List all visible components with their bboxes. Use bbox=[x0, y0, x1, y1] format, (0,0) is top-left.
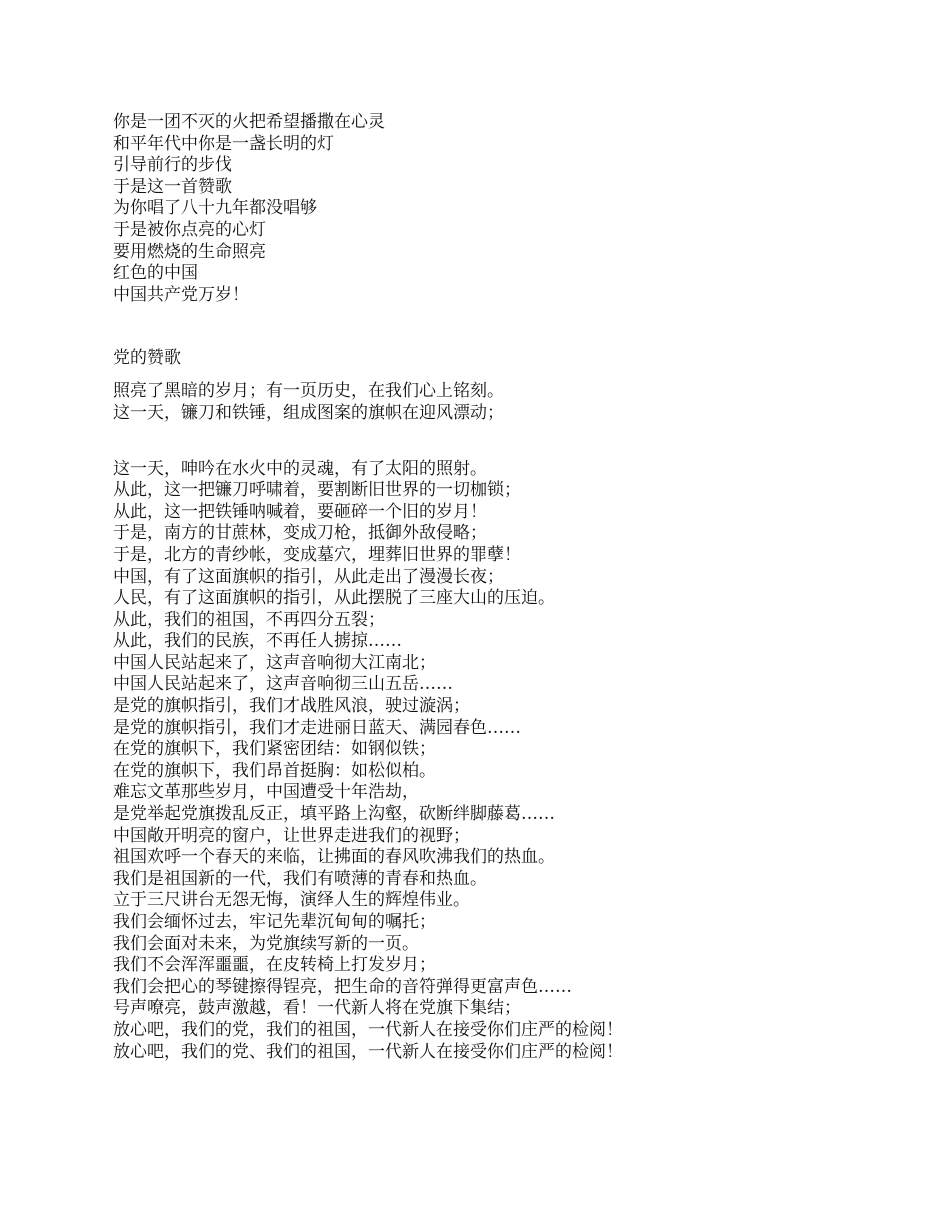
poem-line: 引导前行的步伐 bbox=[113, 155, 232, 176]
body-line: 我们会面对未来，为党旗续写新的一页。 bbox=[113, 933, 419, 954]
poem-line: 红色的中国 bbox=[113, 263, 198, 284]
poem-block bbox=[113, 112, 913, 306]
body-block bbox=[113, 459, 913, 1064]
poem-line: 为你唱了八十九年都没唱够 bbox=[113, 198, 317, 219]
document-page bbox=[113, 112, 913, 1063]
body-line: 立于三尺讲台无怨无悔，演绎人生的辉煌伟业。 bbox=[113, 890, 470, 911]
body-line: 从此，这一把镰刀呼啸着，要割断旧世界的一切枷锁； bbox=[113, 480, 521, 501]
poem-line: 中国共产党万岁！ bbox=[113, 284, 249, 305]
body-line: 放心吧，我们的党，我们的祖国，一代新人在接受你们庄严的检阅！ bbox=[113, 1019, 623, 1040]
section-title: 党的赞歌 bbox=[113, 348, 181, 369]
body-line: 祖国欢呼一个春天的来临，让拂面的春风吹沸我们的热血。 bbox=[113, 847, 555, 868]
poem-line: 你是一团不灭的火把希望播撒在心灵 bbox=[113, 112, 385, 132]
body-line: 我们不会浑浑噩噩，在皮转椅上打发岁月； bbox=[113, 955, 436, 976]
body-line: 我们会把心的琴键擦得锃亮，把生命的音符弹得更富声色…… bbox=[113, 976, 572, 997]
poem-line: 要用燃烧的生命照亮 bbox=[113, 241, 266, 262]
intro-line: 这一天，镰刀和铁锤，组成图案的旗帜在迎风漂动； bbox=[113, 402, 504, 423]
body-line: 中国，有了这面旗帜的指引，从此走出了漫漫长夜； bbox=[113, 566, 504, 587]
intro-block bbox=[113, 381, 913, 424]
poem-line: 于是这一首赞歌 bbox=[113, 176, 232, 197]
body-line: 从此，我们的民族，不再任人掳掠…… bbox=[113, 631, 402, 652]
body-line: 中国敞开明亮的窗户，让世界走进我们的视野； bbox=[113, 825, 470, 846]
poem-line: 和平年代中你是一盏长明的灯 bbox=[113, 133, 334, 154]
body-line: 在党的旗帜下，我们昂首挺胸：如松似柏。 bbox=[113, 760, 436, 781]
body-line: 于是，南方的甘蔗林，变成刀枪，抵御外敌侵略； bbox=[113, 523, 487, 544]
intro-line: 照亮了黑暗的岁月；有一页历史，在我们心上铭刻。 bbox=[113, 381, 504, 402]
body-line: 从此，这一把铁锤呐喊着，要砸碎一个旧的岁月！ bbox=[113, 501, 487, 522]
body-line: 是党举起党旗拨乱反正，填平路上沟壑，砍断绊脚藤葛…… bbox=[113, 804, 555, 825]
body-line: 是党的旗帜指引，我们才战胜风浪，驶过漩涡； bbox=[113, 696, 470, 717]
body-line: 号声嘹亮，鼓声激越，看！一代新人将在党旗下集结； bbox=[113, 998, 521, 1019]
body-line: 中国人民站起来了，这声音响彻三山五岳…… bbox=[113, 674, 453, 695]
body-line: 是党的旗帜指引，我们才走进丽日蓝天、满园春色…… bbox=[113, 717, 521, 738]
body-line: 我们是祖国新的一代，我们有喷薄的青春和热血。 bbox=[113, 868, 487, 889]
body-line: 人民，有了这面旗帜的指引，从此摆脱了三座大山的压迫。 bbox=[113, 588, 555, 609]
body-line: 这一天，呻吟在水火中的灵魂，有了太阳的照射。 bbox=[113, 458, 487, 479]
body-line: 难忘文革那些岁月，中国遭受十年浩劫， bbox=[113, 782, 419, 803]
body-line: 中国人民站起来了，这声音响彻大江南北； bbox=[113, 652, 436, 673]
body-line: 我们会缅怀过去，牢记先辈沉甸甸的嘱托； bbox=[113, 912, 436, 932]
body-line: 于是，北方的青纱帐，变成墓穴，埋葬旧世界的罪孽！ bbox=[113, 544, 521, 565]
body-line: 在党的旗帜下，我们紧密团结：如钢似铁； bbox=[113, 739, 436, 760]
body-line: 放心吧，我们的党、我们的祖国，一代新人在接受你们庄严的检阅！ bbox=[113, 1041, 623, 1062]
body-line: 从此，我们的祖国，不再四分五裂； bbox=[113, 609, 385, 630]
poem-line: 于是被你点亮的心灯 bbox=[113, 219, 266, 240]
